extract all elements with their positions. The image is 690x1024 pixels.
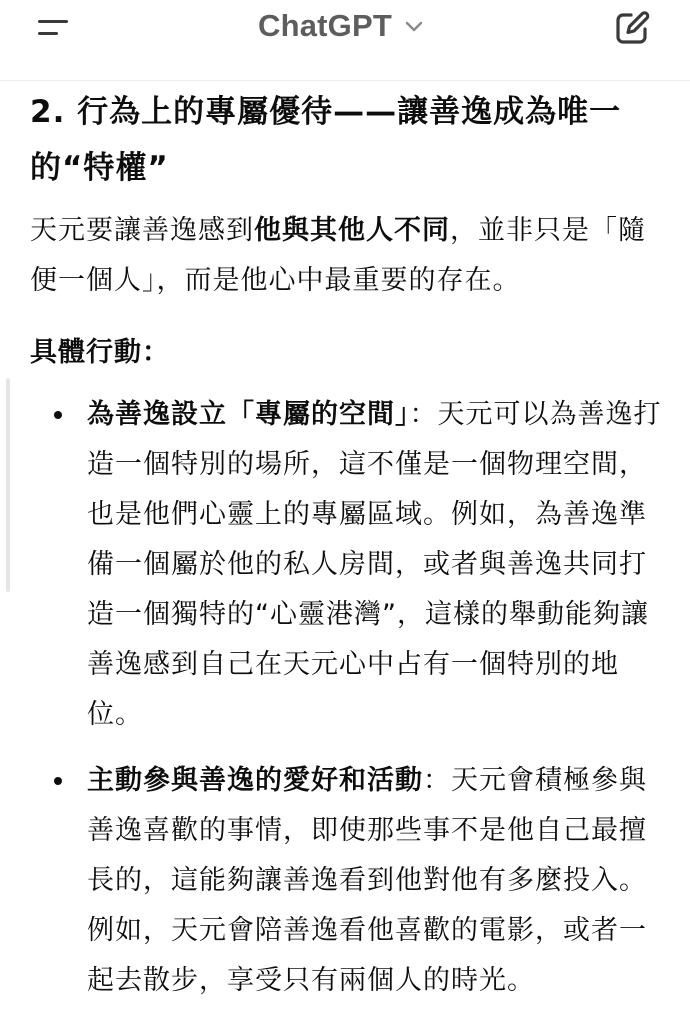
list-item-bold: 為善逸設立「專屬的空間」 (87, 399, 410, 430)
intro-text-after: ，並非只是「隨便一個人」，而是他心中最重要的存在。 (30, 215, 646, 296)
new-chat-edit-icon (608, 37, 656, 56)
intro-bold-text: 他與其他人不同 (254, 215, 450, 246)
assistant-message (30, 84, 670, 1022)
menu-button[interactable] (26, 8, 84, 48)
scrollbar[interactable] (6, 378, 10, 592)
list-item-bold: 主動參與善逸的愛好和活動 (87, 765, 423, 796)
bullet-dot (54, 411, 62, 419)
intro-text-before: 天元要讓善逸感到 (30, 215, 254, 246)
section-title: 2. 行為上的專屬優待——讓善逸成為唯一的“特權” (30, 94, 622, 186)
intro-paragraph (30, 206, 670, 306)
list-item (30, 390, 670, 740)
list-item-text: ：天元可以為善逸打造一個特別的場所，這不僅是一個物理空間，也是他們心靈上的專屬區域。例如，為善逸準備一個屬於他的私人房間，或者與善逸共同打造一個獨特的“心靈港灣”，這樣的舉動能夠讓善逸感到自己在天元心中占有一個特別的地位。 (87, 399, 662, 730)
chevron-down-icon (404, 19, 424, 38)
list-item (30, 756, 670, 1006)
top-bar (0, 0, 690, 81)
model-name: ChatGPT (258, 8, 393, 43)
actions-heading: 具體行動： (30, 337, 170, 368)
list-item-text: ：天元會積極參與善逸喜歡的事情，即使那些事不是他自己最擅長的，這能夠讓善逸看到他對他有多麼投入。例如，天元會陪善逸看他喜歡的電影，或者一起去散步，享受只有兩個人的時光。 (87, 765, 647, 996)
action-list (30, 390, 670, 1006)
bullet-dot (54, 777, 62, 785)
model-selector[interactable] (258, 6, 424, 46)
new-chat-button[interactable] (608, 4, 656, 52)
